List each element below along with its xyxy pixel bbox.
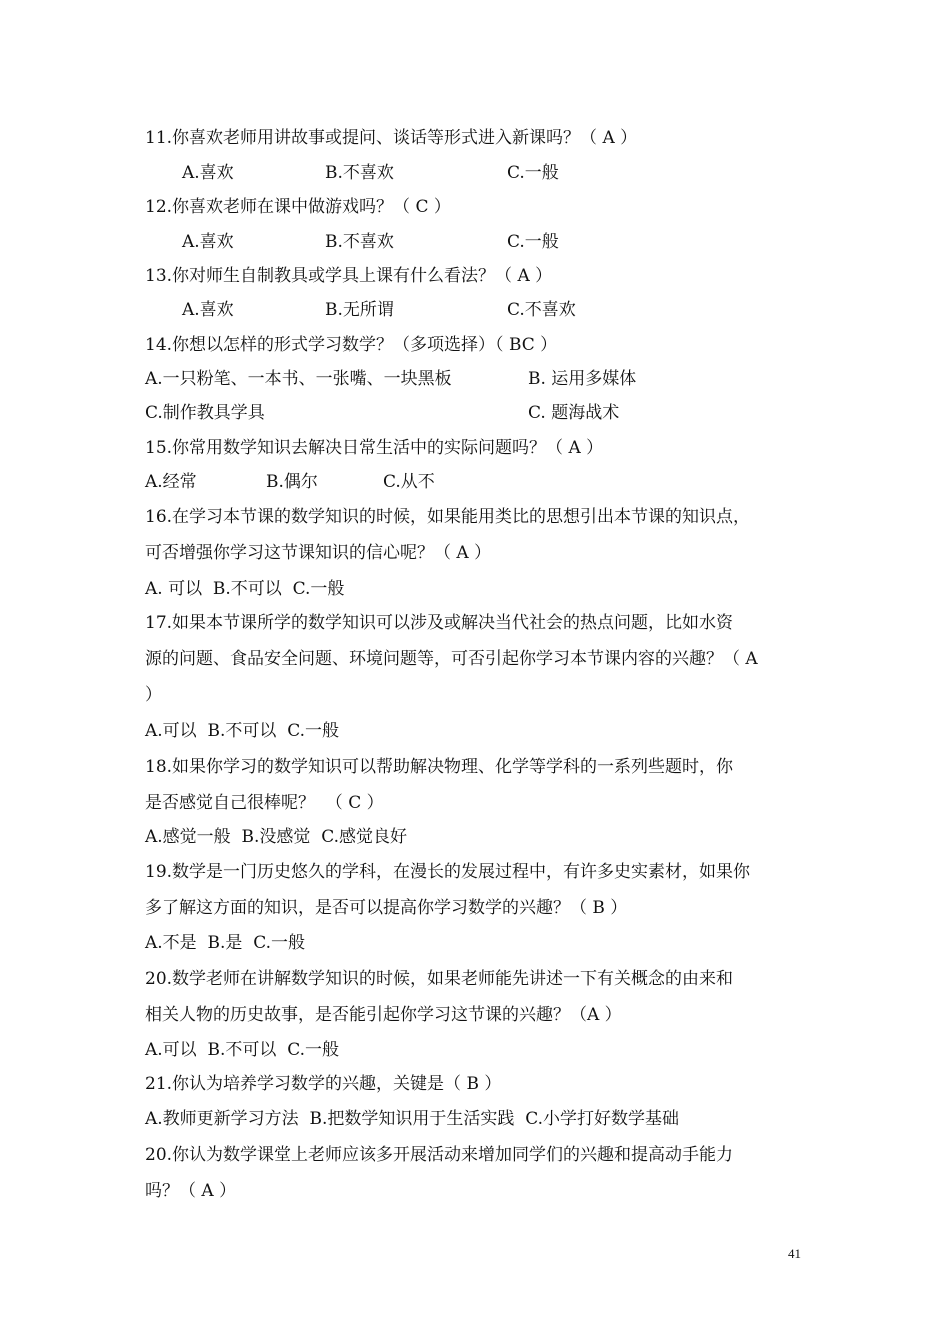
question-20-line1: 20.数学老师在讲解数学知识的时候，如果老师能先讲述一下有关概念的由来和 [145, 969, 734, 989]
question-15: 15.你常用数学知识去解决日常生活中的实际问题吗？（ A ） [145, 438, 604, 458]
question-17-line1: 17.如果本节课所学的数学知识可以涉及或解决当代社会的热点问题，比如水资 [145, 613, 734, 633]
page-number: 41 [788, 1246, 801, 1261]
question-20-line2: 相关人物的历史故事，是否能引起你学习这节课的兴趣？（A ） [145, 1005, 622, 1025]
question-22-line1: 20.你认为数学课堂上老师应该多开展活动来增加同学们的兴趣和提高动手能力 [145, 1145, 734, 1165]
question-18-line2: 是否感觉自己很棒呢？ （ C ） [145, 793, 384, 813]
question-19-line1: 19.数学是一门历史悠久的学科，在漫长的发展过程中，有许多史实素材，如果你 [145, 862, 751, 882]
question-22-line2: 吗？（ A ） [145, 1181, 237, 1201]
question-19-line2: 多了解这方面的知识，是否可以提高你学习数学的兴趣？（ B ） [145, 898, 628, 918]
option-c: C.一般 [507, 163, 559, 183]
option-b: B.无所谓 [325, 300, 394, 320]
options-14-row1 [145, 368, 845, 390]
option-a: A.喜欢 [182, 163, 234, 183]
option-a: A.喜欢 [182, 300, 234, 320]
option-c: C.不喜欢 [507, 300, 576, 320]
option-a: A.一只粉笔、一本书、一张嘴、一块黑板 [145, 369, 452, 389]
question-16-line1: 16.在学习本节课的数学知识的时候，如果能用类比的思想引出本节课的知识点， [145, 507, 751, 527]
options-14-row2 [145, 402, 845, 424]
options-16: A. 可以 B.不可以 C.一般 [145, 579, 345, 599]
options-21: A.教师更新学习方法 B.把数学知识用于生活实践 C.小学打好数学基础 [145, 1109, 679, 1129]
option-c: C.制作教具学具 [145, 403, 265, 423]
options-12 [182, 231, 782, 253]
options-19: A.不是 B.是 C.一般 [145, 933, 305, 953]
question-16-line2: 可否增强你学习这节课知识的信心呢？（ A ） [145, 543, 492, 563]
option-a: A.经常 [145, 472, 197, 492]
option-b: B.偶尔 [266, 472, 318, 492]
question-18-line1: 18.如果你学习的数学知识可以帮助解决物理、化学等学科的一系列些题时，你 [145, 757, 734, 777]
option-b: B.不喜欢 [325, 163, 394, 183]
option-a: A.喜欢 [182, 232, 234, 252]
option-c: C.从不 [383, 472, 435, 492]
option-b: B.不喜欢 [325, 232, 394, 252]
question-17-line3: ） [145, 685, 162, 705]
question-17-line2: 源的问题、食品安全问题、环境问题等，可否引起你学习本节课内容的兴趣？（ A [145, 649, 758, 669]
options-11 [182, 162, 782, 184]
option-b: B. 运用多媒体 [528, 369, 637, 389]
options-18: A.感觉一般 B.没感觉 C.感觉良好 [145, 827, 407, 847]
options-15 [145, 471, 745, 493]
question-13: 13.你对师生自制教具或学具上课有什么看法？（ A ） [145, 266, 553, 286]
question-14: 14.你想以怎样的形式学习数学？（多项选择）（ BC ） [145, 335, 558, 355]
option-d: C. 题海战术 [528, 403, 620, 423]
question-12: 12.你喜欢老师在课中做游戏吗？（ C ） [145, 197, 451, 217]
options-13 [182, 299, 782, 321]
options-20: A.可以 B.不可以 C.一般 [145, 1040, 339, 1060]
options-17: A.可以 B.不可以 C.一般 [145, 721, 339, 741]
question-11: 11.你喜欢老师用讲故事或提问、谈话等形式进入新课吗？（ A ） [145, 128, 638, 148]
question-21: 21.你认为培养学习数学的兴趣，关键是（ B ） [145, 1074, 502, 1094]
option-c: C.一般 [507, 232, 559, 252]
